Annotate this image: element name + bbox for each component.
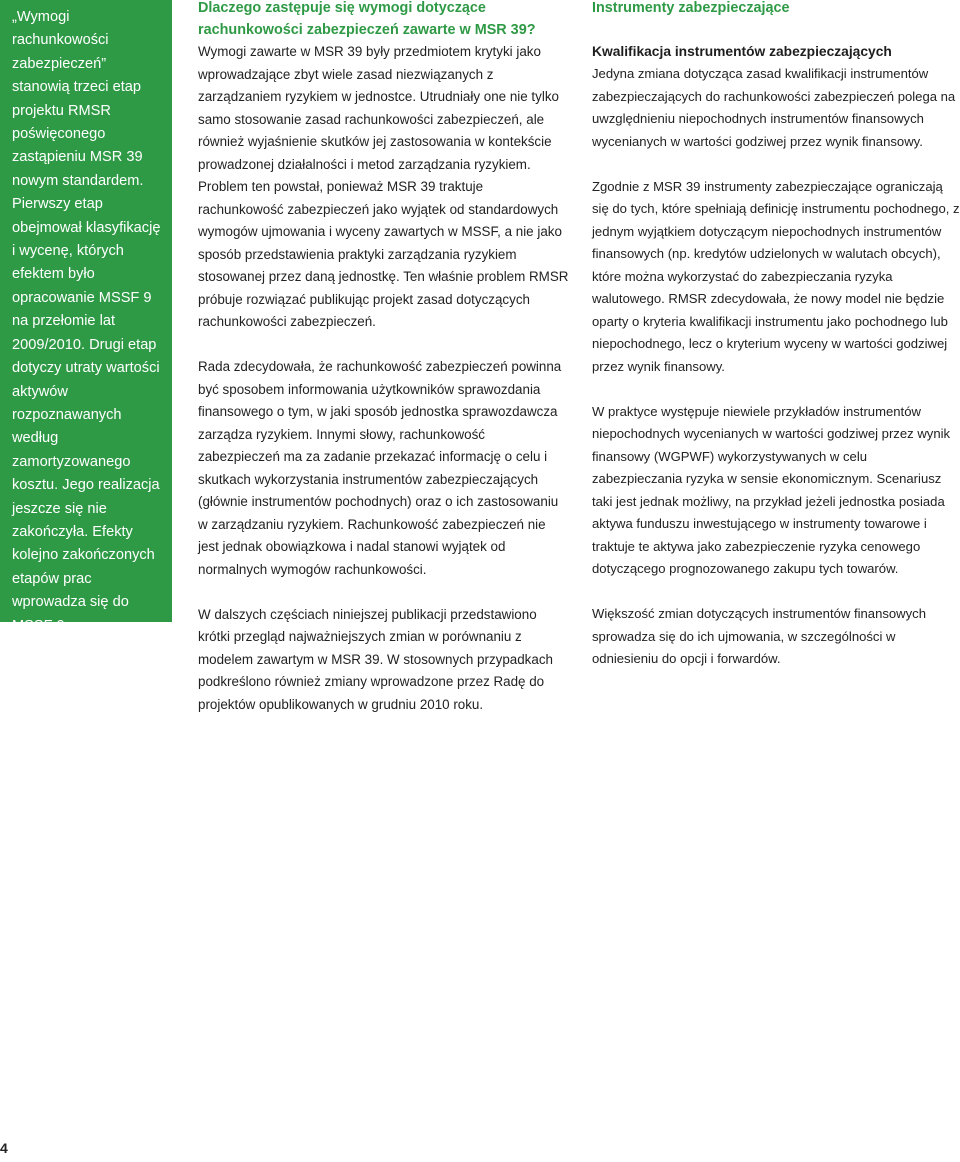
section-heading-hedging-instruments: Instrumenty zabezpieczające: [592, 0, 790, 16]
body-paragraph: Jedyna zmiana dotycząca zasad kwalifikacji instrumentów zabezpieczających do rachunkowości zabezpieczeń polega na uwzględnieniu niepochodnych instrumentów finansowych wycenianych w wartości godziwej przez wynik finansowy.: [592, 66, 956, 149]
body-paragraph: Zgodnie z MSR 39 instrumenty zabezpieczające ograniczają się do tych, które spełniają definicję instrumentu pochodnego, z jednym wyjątkiem dotyczącym niepochodnych instrumentów finansowych (np. kredytów udzielonych w walutach obcych), które można wykorzystać do zabezpieczania ryzyka walutowego. RMSR zdecydowała, że nowy model nie będzie oparty o kryteria kwalifikacji instrumentu jako pochodnego lub niepochodnego, lecz o kryterium wyceny w wartości godziwej przez wynik finansowy.: [592, 178, 960, 374]
right-column: [592, 0, 960, 693]
quote-callout-text: „Wymogi rachunkowości zabezpieczeń” stanowią trzeci etap projektu RMSR poświęconego zastąpieniu MSR 39 nowym standardem. Pierwszy etap obejmował klasyfikację i wycenę, których efektem było opracowanie MSSF 9 na przełomie lat 2009/2010. Drugi etap dotyczy utraty wartości aktywów rozpoznawanych według zamortyzowanego kosztu. Jego realizacja jeszcze się nie zakończyła. Efekty kolejno zakończonych etapów prac wprowadza się do MSSF 9.: [12, 9, 161, 634]
body-paragraph: W praktyce występuje niewiele przykładów instrumentów niepochodnych wycenianych w wartości godziwej przez wynik finansowy (WGPWF) wykorzystywanych w celu zabezpieczania ryzyka w sensie ekonomicznym. Scenariusz taki jest jednak możliwy, na przykład jeżeli jednostka posiada aktywa funduszu inwestującego w instrumenty towarowe i traktuje te aktywa jako zabezpieczenie ryzyka cenowego dotyczącego prognozowanego zakupu tych towarów.: [592, 403, 951, 576]
body-paragraph: Wymogi zawarte w MSR 39 były przedmiotem krytyki jako wprowadzające zbyt wiele zasad niezwiązanych z zarządzaniem ryzykiem w jednostce. Utrudniały one nie tylko samo stosowanie zasad rachunkowości zabezpieczeń, ale również wyjaśnienie skutków jej zastosowania w kontekście prowadzonej działalności i metod zarządzania ryzykiem. Problem ten powstał, ponieważ MSR 39 traktuje rachunkowość zabezpieczeń jako wyjątek od standardowych wymogów ujmowania i wyceny zawartych w MSSF, a nie jako sposób przedstawienia praktyki zarządzania ryzykiem stosowanej przez daną jednostkę. Ten właśnie problem RMSR próbuje rozwiązać publikując projekt zasad dotyczących rachunkowości zabezpieczeń.: [198, 44, 569, 329]
body-paragraph: Większość zmian dotyczących instrumentów finansowych sprowadza się do ich ujmowania, w szczególności w odniesieniu do opcji i forwardów.: [592, 606, 927, 666]
subheading-qualification: Kwalifikacja instrumentów zabezpieczających: [592, 43, 892, 59]
body-paragraph: Rada zdecydowała, że rachunkowość zabezpieczeń powinna być sposobem informowania użytkowników sprawozdania finansowego o tym, w jaki sposób jednostka sprawozdawcza zarządza ryzykiem. Innymi słowy, rachunkowość zabezpieczeń ma za zadanie przekazać informację o celu i skutkach wykorzystania instrumentów zabezpieczających (głównie instrumentów pochodnych) oraz o ich zastosowaniu w zarządzaniu ryzykiem. Rachunkowość zabezpieczeń nie jest jednak obowiązkowa i nadal stanowi wyjątek od normalnych wymogów rachunkowości.: [198, 359, 562, 577]
page-number: 4: [0, 1140, 8, 1156]
section-heading-why-replace: Dlaczego zastępuje się wymogi dotyczące rachunkowości zabezpieczeń zawarte w MSR 39?: [198, 0, 536, 38]
middle-column: [198, 0, 570, 739]
quote-callout-box: [0, 0, 172, 634]
body-paragraph: W dalszych częściach niniejszej publikacji przedstawiono krótki przegląd najważniejszych zmian w porównaniu z modelem zawartym w MSR 39. W stosownych przypadkach podkreślono również zmiany wprowadzone przez Radę do projektów opublikowanych w grudniu 2010 roku.: [198, 606, 553, 712]
